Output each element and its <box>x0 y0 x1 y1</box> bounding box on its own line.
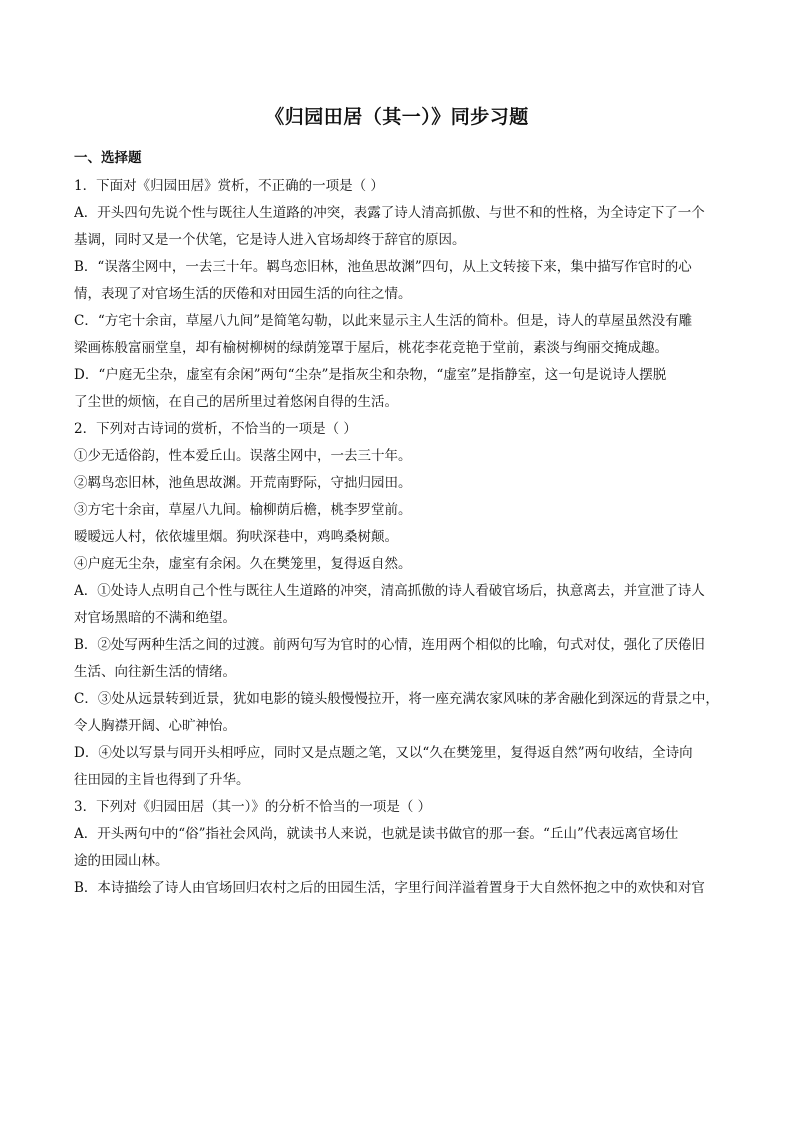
text-line: 梁画栋般富丽堂皇，却有榆树柳树的绿荫笼罩于屋后，桃花李花竞艳于堂前，素淡与绚丽交掩成趣。 <box>74 340 668 356</box>
text-line: ④户庭无尘杂，虚室有余闲。久在樊笼里，复得返自然。 <box>74 556 412 572</box>
text-line: B．“误落尘网中，一去三十年。羁鸟恋旧林，池鱼思故渊”四句，从上文转接下来，集中描写作官时的心 <box>74 259 692 275</box>
text-line: 令人胸襟开阔、心旷神怡。 <box>74 718 236 734</box>
text-line: C．③处从远景转到近景，犹如电影的镜头般慢慢拉开，将一座充满农家风味的茅舍融化到深远的背景之中， <box>74 691 719 707</box>
text-line: ③方宅十余亩，草屋八九间。榆柳荫后檐，桃李罗堂前。 <box>74 502 412 518</box>
text-line: 3．下列对《归园田居（其一）》的分析不恰当的一项是（ ） <box>74 799 432 815</box>
text-line: A．①处诗人点明自己个性与既往人生道路的冲突，清高抓傲的诗人看破官场后，执意离去，并宣泄了诗人 <box>74 583 705 599</box>
text-line: B．本诗描绘了诗人由官场回归农村之后的田园生活，字里行间洋溢着置身于大自然怀抱之中的欢快和对官 <box>74 880 705 896</box>
text-line: ①少无适俗韵，性本爱丘山。误落尘网中，一去三十年。 <box>74 448 412 464</box>
text-line: A．开头四句先说个性与既往人生道路的冲突，表露了诗人清高抓傲、与世不和的性格，为全诗定下了一个 <box>74 205 705 221</box>
text-line: 生活、向往新生活的情绪。 <box>74 664 236 680</box>
text-line: A．开头两句中的“俗”指社会风尚，就读书人来说，也就是读书做官的那一套。“丘山”代表远离官场仕 <box>74 826 679 842</box>
question-content <box>74 173 722 902</box>
text-line: 1．下面对《归园田居》赏析，不正确的一项是（ ） <box>74 178 384 194</box>
section-heading: 一、选择题 <box>74 150 142 166</box>
text-line: B．②处写两种生活之间的过渡。前两句写为官时的心情，连用两个相似的比喻，句式对仗，强化了厌倦旧 <box>74 637 705 653</box>
text-line: 对官场黑暗的不满和绝望。 <box>74 610 236 626</box>
text-line: 往田园的主旨也得到了升华。 <box>74 772 250 788</box>
text-line: 基调，同时又是一个伏笔，它是诗人进入官场却终于辞官的原因。 <box>74 232 466 248</box>
text-line: 2．下列对古诗词的赏析，不恰当的一项是（ ） <box>74 421 357 437</box>
text-line: 暧暧远人村，依依墟里烟。狗吠深巷中，鸡鸣桑树颠。 <box>74 529 398 545</box>
text-line: 情，表现了对官场生活的厌倦和对田园生活的向往之情。 <box>74 286 412 302</box>
text-line: C．“方宅十余亩，草屋八九间”是简笔勾勒，以此来显示主人生活的简朴。但是，诗人的草屋虽然没有雕 <box>74 313 693 329</box>
page-title: 《归园田居（其一）》同步习题 <box>265 106 529 128</box>
text-line: D．“户庭无尘杂，虚室有余闲”两句“尘杂”是指灰尘和杂物，“虚室”是指静室，这一句是说诗人摆脱 <box>74 367 667 383</box>
text-line: ②羁鸟恋旧林，池鱼思故渊。开荒南野际，守拙归园田。 <box>74 475 412 491</box>
text-line: D．④处以写景与同开头相呼应，同时又是点题之笔，又以“久在樊笼里，复得返自然”两句收结，全诗向 <box>74 745 693 761</box>
text-line: 了尘世的烦恼，在自己的居所里过着悠闲自得的生活。 <box>74 394 398 410</box>
text-line: 途的田园山林。 <box>74 853 169 869</box>
